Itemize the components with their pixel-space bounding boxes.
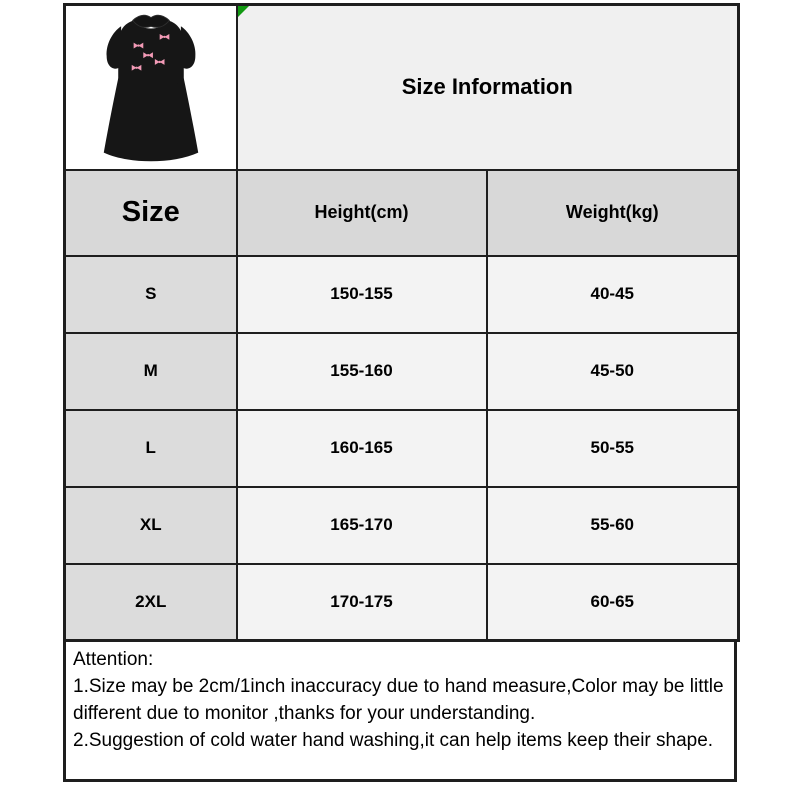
green-corner-triangle: [238, 6, 249, 17]
table-header-row: [65, 170, 739, 256]
top-row: [65, 5, 739, 170]
weight-value: 60-65: [487, 564, 739, 641]
title-cell: [237, 5, 739, 170]
size-chart-sheet: [63, 3, 737, 782]
dress-bodice: [118, 20, 184, 86]
height-value: 160-165: [237, 410, 487, 487]
size-label: 2XL: [65, 564, 237, 641]
weight-value: 50-55: [487, 410, 739, 487]
column-header-weight: Weight(kg): [487, 170, 739, 256]
page-title: Size Information: [401, 74, 573, 100]
weight-value: 55-60: [487, 487, 739, 564]
size-table: [63, 3, 740, 642]
size-label: L: [65, 410, 237, 487]
product-image-cell: [65, 5, 237, 170]
table-row: [65, 410, 739, 487]
attention-box: [63, 642, 737, 782]
size-label: S: [65, 256, 237, 333]
height-value: 165-170: [237, 487, 487, 564]
size-label: M: [65, 333, 237, 410]
column-header-size: Size: [65, 170, 237, 256]
attention-heading: Attention:: [73, 649, 154, 670]
weight-value: 45-50: [487, 333, 739, 410]
table-row: [65, 487, 739, 564]
height-value: 170-175: [237, 564, 487, 641]
table-row: [65, 333, 739, 410]
table-row: [65, 256, 739, 333]
height-value: 150-155: [237, 256, 487, 333]
attention-note-2: 2.Suggestion of cold water hand washing,it can help items keep their shape.: [73, 730, 714, 751]
dress-skirt: [104, 78, 198, 161]
height-value: 155-160: [237, 333, 487, 410]
attention-note-1: 1.Size may be 2cm/1inch inaccuracy due to hand measure,Color may be little different due to monitor ,thanks for your understanding.: [73, 676, 724, 724]
table-row: [65, 564, 739, 641]
size-label: XL: [65, 487, 237, 564]
dress-collar: [132, 15, 169, 27]
column-header-height: Height(cm): [237, 170, 487, 256]
dress-image: [68, 7, 234, 168]
weight-value: 40-45: [487, 256, 739, 333]
